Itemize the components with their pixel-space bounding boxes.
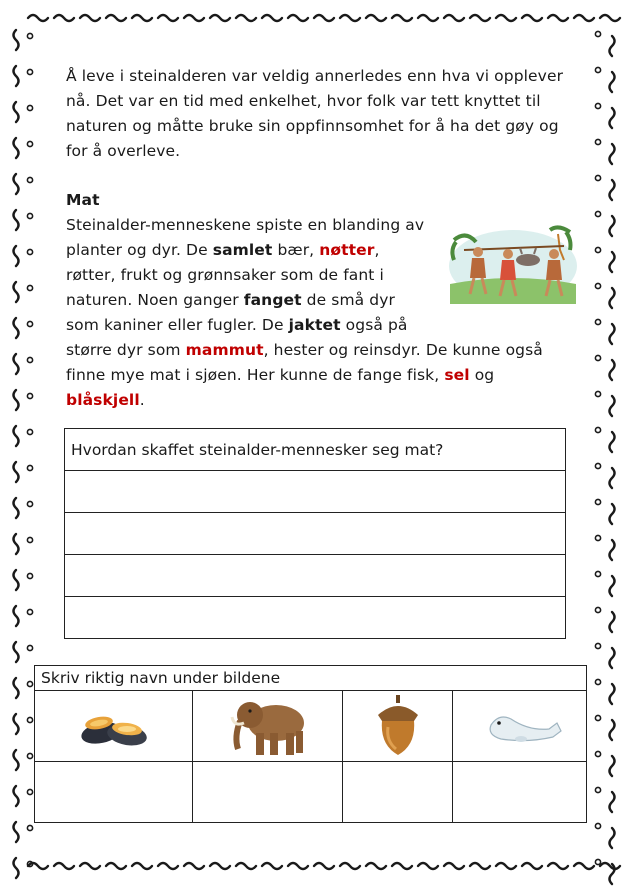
border-ornament [14, 462, 19, 482]
border-ornament [210, 863, 230, 869]
keyword-samlet: samlet [212, 241, 273, 259]
border-ornament [14, 282, 19, 302]
border-ornament [610, 144, 615, 164]
border-ornament [27, 285, 32, 290]
border-ornament [548, 863, 568, 869]
text-fragment: , hester og reinsdyr. De kunne også finne mye mat i sjøen. Her kunne de fange fisk, [66, 341, 543, 384]
border-ornament [595, 355, 600, 360]
border-ornament [27, 465, 32, 470]
keyword-jaktet: jaktet [288, 316, 341, 334]
naming-header: Skriv riktig navn under bildene [35, 666, 587, 691]
border-ornament [28, 15, 48, 21]
border-ornament [595, 571, 600, 576]
border-ornament [610, 72, 615, 92]
border-ornament [54, 863, 74, 869]
border-ornament [595, 247, 600, 252]
border-ornament [106, 863, 126, 869]
border-ornament [595, 499, 600, 504]
answer-line[interactable] [65, 513, 566, 555]
picture-cell [35, 691, 193, 762]
border-ornament [366, 15, 386, 21]
border-ornament [14, 858, 19, 878]
border-ornament [14, 354, 19, 374]
hunting-illustration [446, 220, 580, 304]
name-answer-cell[interactable] [193, 762, 343, 823]
border-ornament [610, 360, 615, 380]
border-ornament [595, 139, 600, 144]
border-ornament [27, 393, 32, 398]
border-ornament [610, 720, 615, 740]
border-ornament [27, 681, 32, 686]
border-ornament [595, 607, 600, 612]
border-ornament [595, 751, 600, 756]
border-ornament [610, 108, 615, 128]
text-fragment: , røtter, frukt og grønnsaker som de fant i naturen. Noen ganger [66, 241, 384, 309]
picture-cell [343, 691, 453, 762]
border-ornament [14, 498, 19, 518]
border-ornament [14, 30, 19, 50]
keyword-notter: nøtter [319, 241, 375, 259]
border-ornament [14, 534, 19, 554]
border-ornament [27, 69, 32, 74]
border-ornament [470, 863, 490, 869]
border-ornament [54, 15, 74, 21]
border-ornament [314, 863, 334, 869]
border-ornament [496, 863, 516, 869]
border-ornament [27, 249, 32, 254]
border-ornament [610, 252, 615, 272]
border-ornament [340, 863, 360, 869]
border-ornament [610, 36, 615, 56]
border-ornament [610, 612, 615, 632]
border-ornament [610, 180, 615, 200]
border-ornament [595, 823, 600, 828]
border-ornament [610, 576, 615, 596]
border-ornament [595, 715, 600, 720]
border-ornament [14, 750, 19, 770]
text-fragment: de små dyr som kaniner eller fugler. De [66, 291, 395, 334]
border-ornament [595, 319, 600, 324]
border-ornament [27, 213, 32, 218]
text-fragment: også på større dyr som [66, 316, 408, 359]
border-ornament [610, 324, 615, 344]
border-ornament [610, 288, 615, 308]
border-ornament [236, 863, 256, 869]
border-ornament [522, 15, 542, 21]
border-ornament [610, 216, 615, 236]
border-ornament [595, 859, 600, 864]
border-ornament [14, 786, 19, 806]
border-ornament [27, 33, 32, 38]
border-ornament [14, 390, 19, 410]
border-ornament [610, 540, 615, 560]
border-ornament [14, 642, 19, 662]
border-ornament [27, 609, 32, 614]
border-ornament [14, 606, 19, 626]
text-fragment: og [469, 366, 495, 384]
text-fragment: . [139, 391, 145, 409]
border-ornament [236, 15, 256, 21]
mussels-picture [79, 703, 149, 749]
question-prompt: Hvordan skaffet steinalder-mennesker seg mat? [65, 429, 566, 471]
border-ornament [14, 714, 19, 734]
keyword-blaskjell: blåskjell [66, 391, 140, 409]
border-ornament [106, 15, 126, 21]
answer-line[interactable] [65, 597, 566, 639]
border-ornament [27, 789, 32, 794]
border-ornament [595, 463, 600, 468]
border-ornament [132, 15, 152, 21]
border-ornament [14, 66, 19, 86]
border-ornament [27, 429, 32, 434]
border-ornament [470, 15, 490, 21]
border-ornament [392, 863, 412, 869]
border-ornament [610, 432, 615, 452]
border-ornament [522, 863, 542, 869]
border-ornament [80, 15, 100, 21]
keyword-fanget: fanget [243, 291, 302, 309]
border-ornament [366, 863, 386, 869]
border-ornament [610, 828, 615, 848]
border-ornament [27, 177, 32, 182]
border-ornament [27, 357, 32, 362]
border-ornament [574, 15, 594, 21]
border-ornament [27, 141, 32, 146]
border-ornament [27, 825, 32, 830]
border-ornament [340, 15, 360, 21]
border-ornament [288, 863, 308, 869]
seal-picture [477, 703, 563, 749]
border-ornament [158, 15, 178, 21]
picture-cell [453, 691, 587, 762]
border-ornament [595, 679, 600, 684]
border-ornament [418, 15, 438, 21]
border-ornament [610, 756, 615, 776]
mammoth-picture [226, 693, 310, 759]
name-answer-cell[interactable] [453, 762, 587, 823]
intro-paragraph: Å leve i steinalderen var veldig annerledes enn hva vi opplever nå. Det var en tid med enkelhet, hvor folk var tett knyttet til naturen og måtte bruke sin oppfinnsomhet for å ha det gøy og for å overleve. [66, 67, 564, 160]
border-ornament [314, 15, 334, 21]
border-ornament [27, 105, 32, 110]
border-ornament [158, 863, 178, 869]
border-ornament [595, 175, 600, 180]
border-ornament [288, 15, 308, 21]
border-ornament [27, 753, 32, 758]
keyword-mammut: mammut [185, 341, 264, 359]
acorn-picture [374, 693, 422, 759]
picture-cell [193, 691, 343, 762]
border-ornament [548, 15, 568, 21]
border-ornament [27, 537, 32, 542]
border-ornament [418, 863, 438, 869]
naming-table [34, 665, 587, 823]
border-ornament [27, 645, 32, 650]
border-ornament [14, 318, 19, 338]
border-ornament [27, 717, 32, 722]
answer-line[interactable] [65, 555, 566, 597]
border-ornament [210, 15, 230, 21]
border-ornament [392, 15, 412, 21]
border-ornament [610, 648, 615, 668]
question-box [64, 428, 566, 639]
border-ornament [262, 863, 282, 869]
border-ornament [595, 787, 600, 792]
answer-line[interactable] [65, 471, 566, 513]
border-ornament [14, 174, 19, 194]
border-ornament [14, 426, 19, 446]
border-ornament [27, 501, 32, 506]
border-ornament [595, 643, 600, 648]
border-ornament [14, 246, 19, 266]
border-ornament [184, 863, 204, 869]
border-ornament [574, 863, 594, 869]
border-ornament [14, 678, 19, 698]
border-ornament [595, 535, 600, 540]
border-ornament [595, 427, 600, 432]
border-ornament [610, 396, 615, 416]
border-ornament [14, 102, 19, 122]
section-title: Mat [66, 191, 100, 209]
border-ornament [262, 15, 282, 21]
border-ornament [595, 103, 600, 108]
border-ornament [444, 15, 464, 21]
border-ornament [496, 15, 516, 21]
border-ornament [595, 391, 600, 396]
text-fragment: bær, [272, 241, 320, 259]
border-ornament [610, 684, 615, 704]
name-answer-cell[interactable] [35, 762, 193, 823]
border-ornament [14, 822, 19, 842]
border-ornament [14, 570, 19, 590]
border-ornament [600, 15, 620, 21]
border-ornament [444, 863, 464, 869]
border-ornament [80, 863, 100, 869]
border-ornament [595, 283, 600, 288]
border-ornament [14, 138, 19, 158]
border-ornament [132, 863, 152, 869]
border-ornament [610, 504, 615, 524]
border-ornament [600, 863, 620, 869]
border-ornament [595, 67, 600, 72]
border-ornament [14, 210, 19, 230]
border-ornament [184, 15, 204, 21]
keyword-sel: sel [444, 366, 470, 384]
border-ornament [610, 468, 615, 488]
text-fragment: Steinalder-menneskene spiste en blanding av planter og dyr. De [66, 216, 425, 259]
border-ornament [595, 211, 600, 216]
border-ornament [27, 321, 32, 326]
border-ornament [27, 573, 32, 578]
border-ornament [610, 792, 615, 812]
name-answer-cell[interactable] [343, 762, 453, 823]
border-ornament [595, 31, 600, 36]
